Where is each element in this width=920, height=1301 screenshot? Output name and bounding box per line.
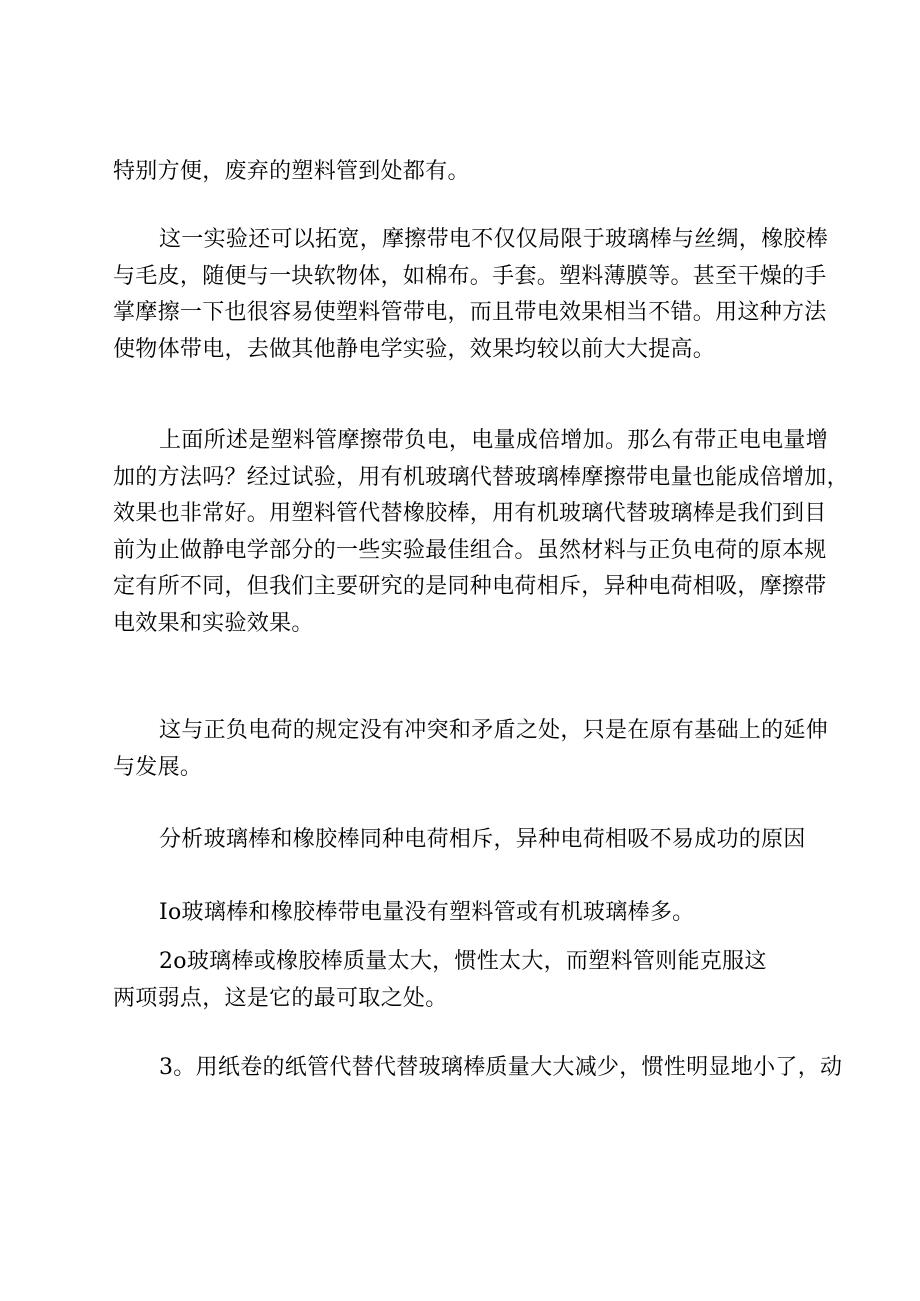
paragraph-4 [113, 713, 829, 786]
paragraph-line: 定有所不同，但我们主要研究的是同种电荷相斥，异种电荷相吸，摩擦带 [113, 574, 827, 599]
paragraph-line: 2o玻璃棒或橡胶棒质量太大，惯性太大，而塑料管则能克服这 [159, 949, 767, 974]
paragraph-line: 效果也非常好。用塑料管代替橡胶棒，用有机玻璃代替玻璃棒是我们到目 [113, 501, 827, 526]
paragraph-line: Io玻璃棒和橡胶棒带电量没有塑料管或有机玻璃棒多。 [159, 900, 695, 925]
paragraph-line: 两项弱点，这是它的最可取之处。 [113, 985, 448, 1011]
paragraph-line: 与毛皮，随便与一块软物体，如棉布。手套。塑料薄膜等。甚至干燥的手 [113, 263, 827, 289]
paragraph-line: 上面所述是塑料管摩擦带负电，电量成倍增加。那么有带正电电量增 [159, 428, 829, 453]
paragraph-5 [113, 822, 813, 859]
paragraph-8 [113, 1050, 843, 1087]
paragraph-line: 加的方法吗？经过试验，用有机玻璃代替玻璃棒摩擦带电量也能成倍增加， [113, 464, 849, 490]
paragraph-line: 电效果和实验效果。 [113, 610, 314, 636]
paragraph-line: 这与正负电荷的规定没有冲突和矛盾之处，只是在原有基础上的延伸 [159, 718, 829, 743]
paragraph-1 [113, 154, 813, 191]
paragraph-line: 前为止做静电学部分的一些实验最佳组合。虽然材料与正负电荷的原本规 [113, 537, 827, 563]
paragraph-line: 分析玻璃棒和橡胶棒同种电荷相斥，异种电荷相吸不易成功的原因 [159, 827, 806, 852]
paragraph-6 [113, 895, 813, 932]
paragraph-line: 掌摩擦一下也很容易使塑料管带电，而且带电效果相当不错。用这种方法 [113, 300, 827, 325]
paragraph-line: 这一实验还可以拓宽，摩擦带电不仅仅局限于玻璃棒与丝绸，橡胶棒 [159, 227, 829, 252]
paragraph-line: 3。用纸卷的纸管代替代替玻璃棒质量大大减少，惯性明显地小了，动 [159, 1055, 843, 1080]
paragraph-line: 使物体带电，去做其他静电学实验，效果均较以前大大提高。 [113, 336, 716, 362]
paragraph-3 [113, 423, 849, 642]
paragraph-line: 特别方便，废弃的塑料管到处都有。 [113, 159, 470, 184]
paragraph-2 [113, 222, 829, 368]
paragraph-7 [113, 944, 813, 1017]
paragraph-line: 与发展。 [113, 754, 203, 780]
